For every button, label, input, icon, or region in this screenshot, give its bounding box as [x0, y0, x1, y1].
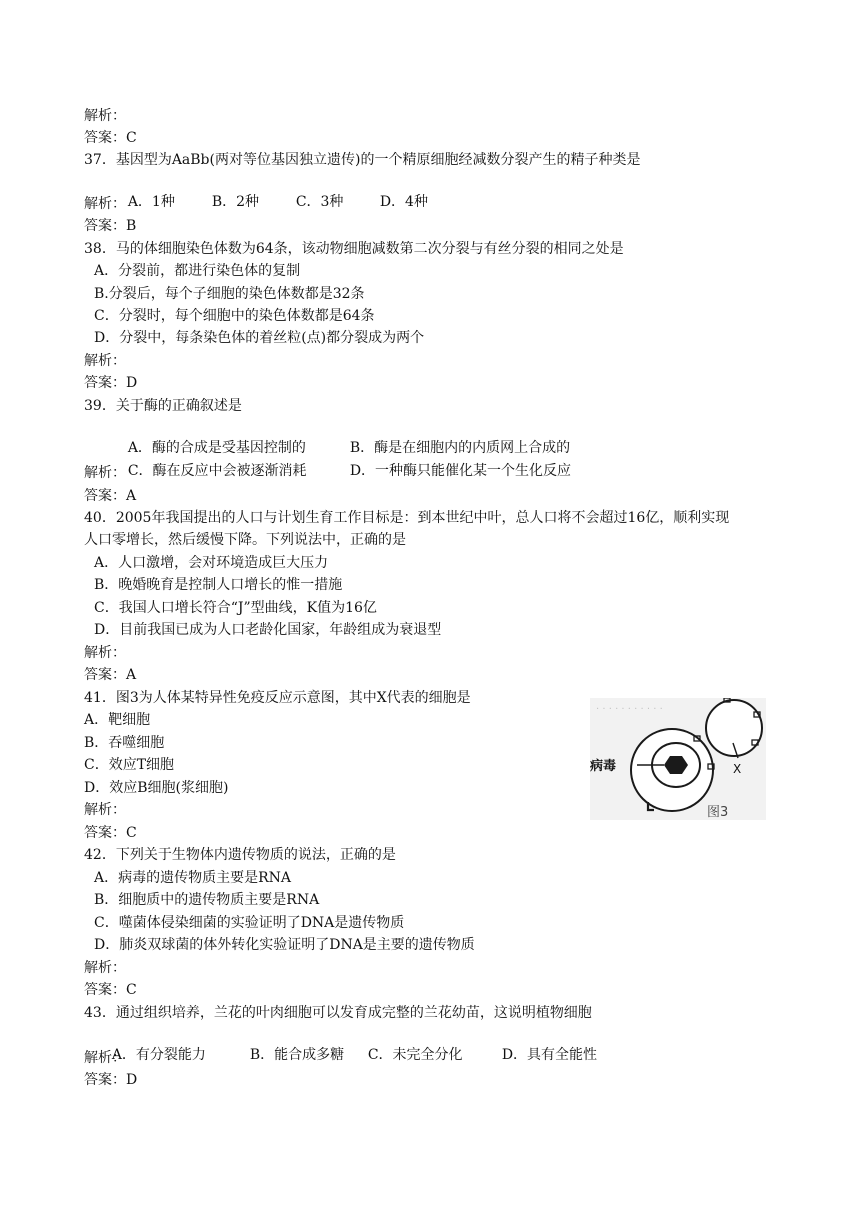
question-39: 39．关于酶的正确叙述是	[84, 398, 242, 414]
question-40-line1: 40．2005年我国提出的人口与计划生育工作目标是：到本世纪中叶，总人口将不会超过16亿，顺利实现	[84, 510, 730, 526]
virus-label: 病毒	[590, 759, 617, 774]
option-c: C．我国人口增长符合“J”型曲线，K值为16亿	[94, 600, 377, 616]
question-40-line2: 人口零增长，然后缓慢下降。下列说法中，正确的是	[84, 532, 406, 548]
option-a: A．1种	[127, 194, 175, 210]
option-d: D．肺炎双球菌的体外转化实验证明了DNA是主要的遗传物质	[94, 937, 475, 953]
answer-line: 答案：A	[84, 667, 137, 683]
option-c: C．效应T细胞	[84, 757, 175, 773]
option-c: C．分裂时，每个细胞中的染色体数都是64条	[94, 308, 375, 324]
option-a: A．有分裂能力	[111, 1047, 206, 1063]
option-b: B．细胞质中的遗传物质主要是RNA	[94, 892, 320, 908]
option-d: D．4种	[379, 194, 428, 210]
option-a: A．靶细胞	[84, 712, 151, 728]
svg-text:· · · · · · · · · · ·: · · · · · · · · · · ·	[596, 704, 663, 715]
option-c: C．3种	[295, 194, 344, 210]
option-d: D．目前我国已成为人口老龄化国家，年龄组成为衰退型	[94, 622, 442, 638]
option-c: C．酶在反应中会被逐渐消耗	[127, 463, 307, 479]
option-d: D．效应B细胞(浆细胞)	[84, 780, 229, 796]
question-43: 43．通过组织培养，兰花的叶肉细胞可以发育成完整的兰花幼苗，这说明植物细胞	[84, 1005, 592, 1021]
analysis-label: 解析：	[84, 465, 126, 481]
option-c: C．噬菌体侵染细菌的实验证明了DNA是遗传物质	[94, 915, 405, 931]
question-38: 38．马的体细胞染色体数为64条，该动物细胞减数第二次分裂与有丝分裂的相同之处是	[84, 241, 624, 257]
option-b: B．2种	[211, 194, 260, 210]
option-b: B．能合成多糖	[249, 1047, 345, 1063]
option-b: B.分裂后，每个子细胞的染色体数都是32条	[94, 286, 365, 302]
option-a: A．酶的合成是受基因控制的	[127, 440, 306, 456]
answer-line: 答案：C	[84, 982, 137, 998]
option-a: A．分裂前，都进行染色体的复制	[94, 263, 301, 279]
option-b: B．晚婚晚育是控制人口增长的惟一措施	[94, 577, 343, 593]
figure-3-immune-diagram	[590, 698, 766, 820]
answer-line: 答案：D	[84, 375, 138, 391]
analysis-label: 解析：	[84, 802, 126, 818]
question-43-options	[94, 1025, 597, 1085]
analysis-label: 解析：	[84, 645, 126, 661]
immune-diagram-svg	[590, 698, 766, 820]
answer-line: 答案：C	[84, 130, 137, 146]
option-b: B．吞噬细胞	[84, 735, 165, 751]
analysis-label: 解析：	[84, 1050, 126, 1066]
answer-line: 答案：B	[84, 218, 137, 234]
option-a: A．病毒的遗传物质主要是RNA	[94, 870, 292, 886]
option-d: D．分裂中，每条染色体的着丝粒(点)都分裂成为两个	[94, 330, 425, 346]
option-b: B．酶是在细胞内的内质网上合成的	[349, 440, 571, 456]
question-41: 41．图3为人体某特异性免疫反应示意图，其中X代表的细胞是	[84, 690, 471, 706]
question-42: 42．下列关于生物体内遗传物质的说法，正确的是	[84, 847, 396, 863]
question-37: 37．基因型为AaBb(两对等位基因独立遗传)的一个精原细胞经减数分裂产生的精子种类是	[84, 152, 641, 168]
option-d: D．一种酶只能催化某一个生化反应	[349, 463, 572, 479]
question-37-options	[110, 172, 428, 232]
analysis-label: 解析：	[84, 353, 126, 369]
option-d: D．具有全能性	[501, 1047, 598, 1063]
analysis-label: 解析：	[84, 196, 126, 212]
x-label: X	[733, 762, 742, 776]
option-c: C．未完全分化	[367, 1047, 463, 1063]
analysis-label: 解析：	[84, 960, 126, 976]
question-39-options-row2	[110, 441, 571, 501]
figure-caption: 图3	[707, 805, 729, 820]
answer-line: 答案：C	[84, 825, 137, 841]
analysis-label: 解析：	[84, 108, 126, 124]
answer-line: 答案：A	[84, 488, 137, 504]
answer-line: 答案：D	[84, 1072, 138, 1088]
option-a: A．人口激增，会对环境造成巨大压力	[94, 555, 329, 571]
